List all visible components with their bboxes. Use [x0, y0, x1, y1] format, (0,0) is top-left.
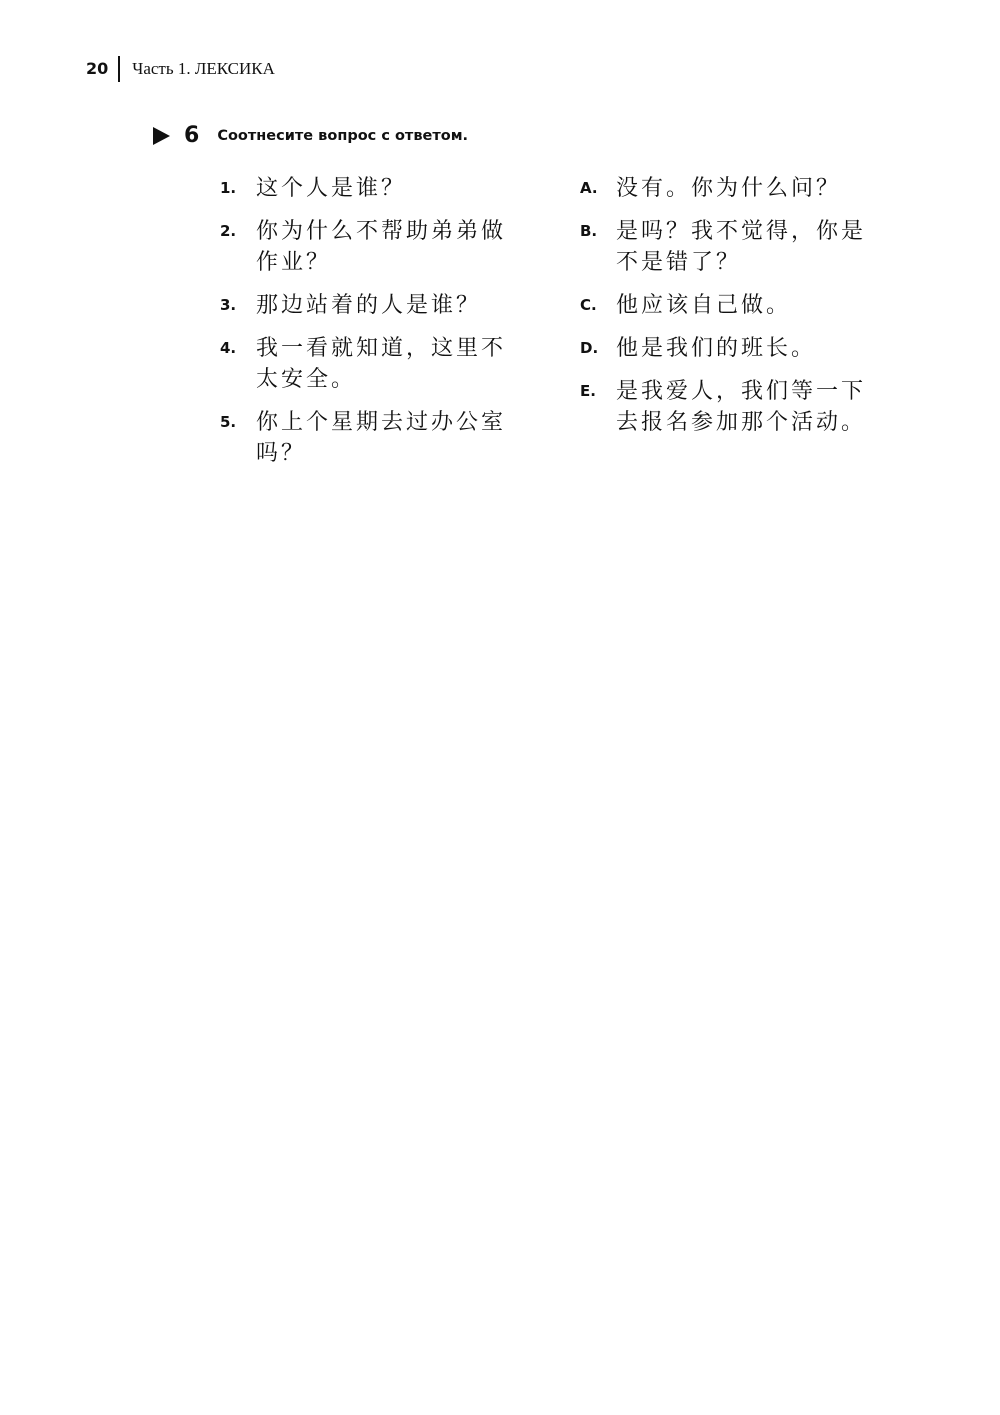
- section-title: Часть 1. ЛЕКСИКА: [132, 59, 275, 78]
- questions-column: [220, 173, 520, 481]
- answer-item: [580, 290, 880, 321]
- page-number: 20: [86, 59, 109, 78]
- answer-item: [580, 173, 880, 204]
- answer-item: [580, 333, 880, 364]
- answer-text: 是我爱人，我们等一下去报名参加那个活动。: [616, 379, 867, 435]
- question-marker: 4.: [220, 339, 237, 357]
- exercise-number: 6: [184, 123, 200, 148]
- question-item: [220, 173, 520, 204]
- answer-item: [580, 216, 880, 278]
- question-text: 你上个星期去过办公室吗？: [256, 410, 507, 466]
- question-text: 我一看就知道，这里不太安全。: [256, 336, 507, 392]
- answer-text: 他应该自己做。: [616, 293, 792, 318]
- running-head: [86, 56, 275, 82]
- answer-marker: D.: [580, 339, 599, 357]
- answer-marker: B.: [580, 222, 598, 240]
- exercise-header: [153, 122, 468, 150]
- exercise-instruction: Соотнесите вопрос с ответом.: [217, 128, 469, 144]
- answer-item: [580, 376, 880, 438]
- question-item: [220, 290, 520, 321]
- answer-marker: C.: [580, 296, 597, 314]
- answer-text: 他是我们的班长。: [616, 336, 817, 361]
- question-item: [220, 333, 520, 395]
- question-marker: 1.: [220, 179, 237, 197]
- answers-column: [580, 173, 880, 450]
- question-marker: 2.: [220, 222, 237, 240]
- answer-marker: A.: [580, 179, 598, 197]
- answer-marker: E.: [580, 382, 596, 400]
- play-icon: [153, 127, 170, 145]
- question-item: [220, 216, 520, 278]
- question-marker: 3.: [220, 296, 237, 314]
- answer-text: 是吗？我不觉得，你是不是错了？: [616, 219, 867, 275]
- question-text: 那边站着的人是谁？: [256, 293, 482, 318]
- question-text: 这个人是谁？: [256, 176, 407, 201]
- answer-text: 没有。你为什么问？: [616, 176, 842, 201]
- question-text: 你为什么不帮助弟弟做作业？: [256, 219, 507, 275]
- question-marker: 5.: [220, 413, 237, 431]
- question-item: [220, 407, 520, 469]
